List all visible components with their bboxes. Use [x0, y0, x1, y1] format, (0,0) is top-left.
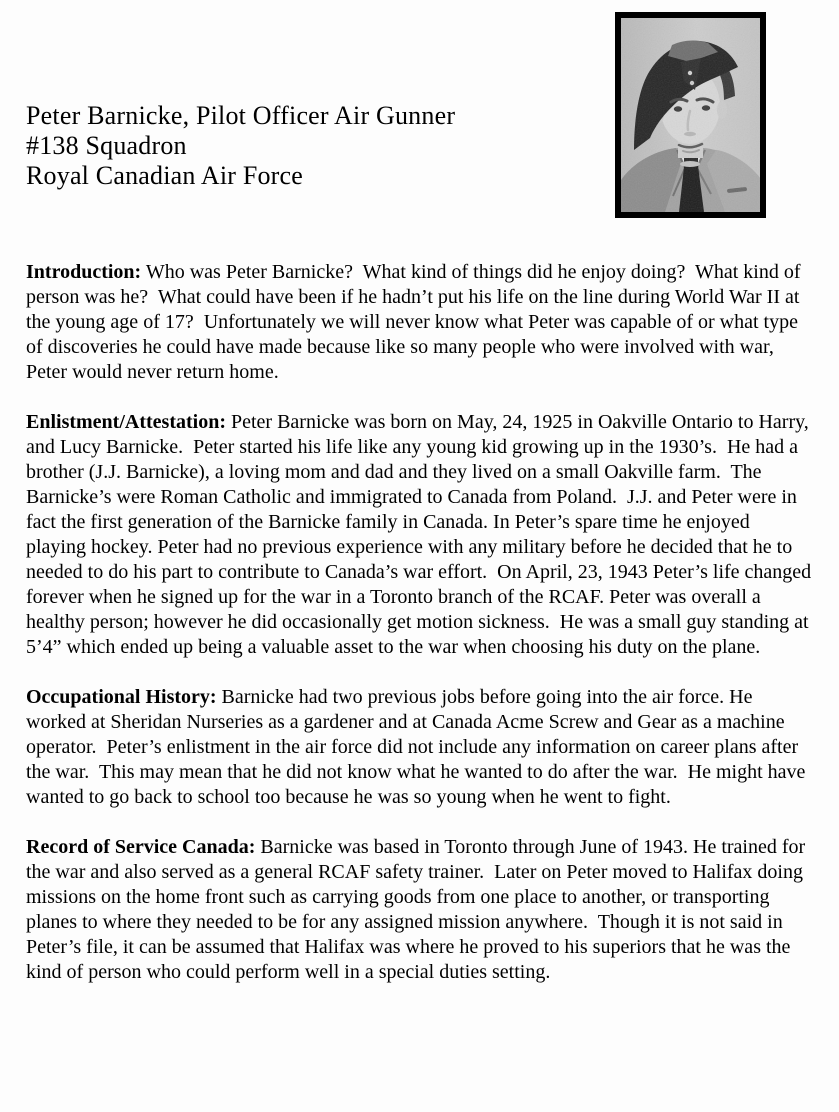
title-line-name-rank: Peter Barnicke, Pilot Officer Air Gunner [26, 101, 456, 130]
section-introduction-text: Who was Peter Barnicke? What kind of things did he enjoy doing? What kind of person was he? What could have been if he hadn’t put his life on the line during World War II at the young age of 17? Unfortunately we will never know what Peter was capable of or what type of discoveries he could have made because like so many people who were involved with war, Peter would never return home. [26, 261, 806, 383]
section-occupational-history-text: Barnicke had two previous jobs before going into the air force. He worked at Sheridan Nurseries as a gardener and at Canada Acme Screw and Gear as a machine operator. Peter’s enlistment in the air force did not include any information on career plans after the war. This may mean that he did not know what he wanted to do after the war. He might have wanted to go back to school too because he was so young when he went to fight. [26, 686, 811, 808]
title-line-squadron: #138 Squadron [26, 131, 187, 160]
portrait-photo-illustration [621, 18, 760, 212]
section-enlistment-attestation-text: Peter Barnicke was born on May, 24, 1925 in Oakville Ontario to Harry, and Lucy Barnicke. Peter started his life like any young kid growing up in the 1930’s. He had a brother (J.J. Barnicke), a loving mom and dad and they lived on a small Oakville farm. The Barnicke’s were Roman Catholic and immigrated to Canada from Poland. J.J. and Peter were in fact the first generation of the Barnicke family in Canada. In Peter’s spare time he enjoyed playing hockey. Peter had no previous experience with any military before he decided that he to needed to do his part to contribute to Canada’s war effort. On April, 23, 1943 Peter’s life changed forever when he signed up for the war in a Toronto branch of the RCAF. Peter was overall a healthy person; however he did occasionally get motion sickness. He was a small guy standing at 5’4” which ended up being a valuable asset to the war when choosing his duty on the plane. [26, 411, 817, 658]
section-enlistment-attestation [26, 410, 817, 660]
section-record-of-service [26, 835, 813, 985]
section-introduction-label: Introduction: [26, 261, 142, 283]
title-line-force: Royal Canadian Air Force [26, 161, 304, 190]
section-occupational-history-label: Occupational History: [26, 686, 217, 708]
section-occupational-history [26, 685, 813, 810]
portrait-photo [615, 12, 766, 218]
section-record-of-service-label: Record of Service Canada: [26, 836, 256, 858]
section-introduction [26, 260, 813, 385]
section-enlistment-attestation-label: Enlistment/Attestation: [26, 411, 226, 433]
section-record-of-service-text: Barnicke was based in Toronto through June of 1943. He trained for the war and also served as a general RCAF safety trainer. Later on Peter moved to Halifax doing missions on the home front such as carrying goods from one place to another, or transporting planes to where they needed to be for any assigned mission anywhere. Though it is not said in Peter’s file, it can be assumed that Halifax was where he proved to his superiors that he was the kind of person who could perform well in a special duties setting. [26, 836, 811, 983]
